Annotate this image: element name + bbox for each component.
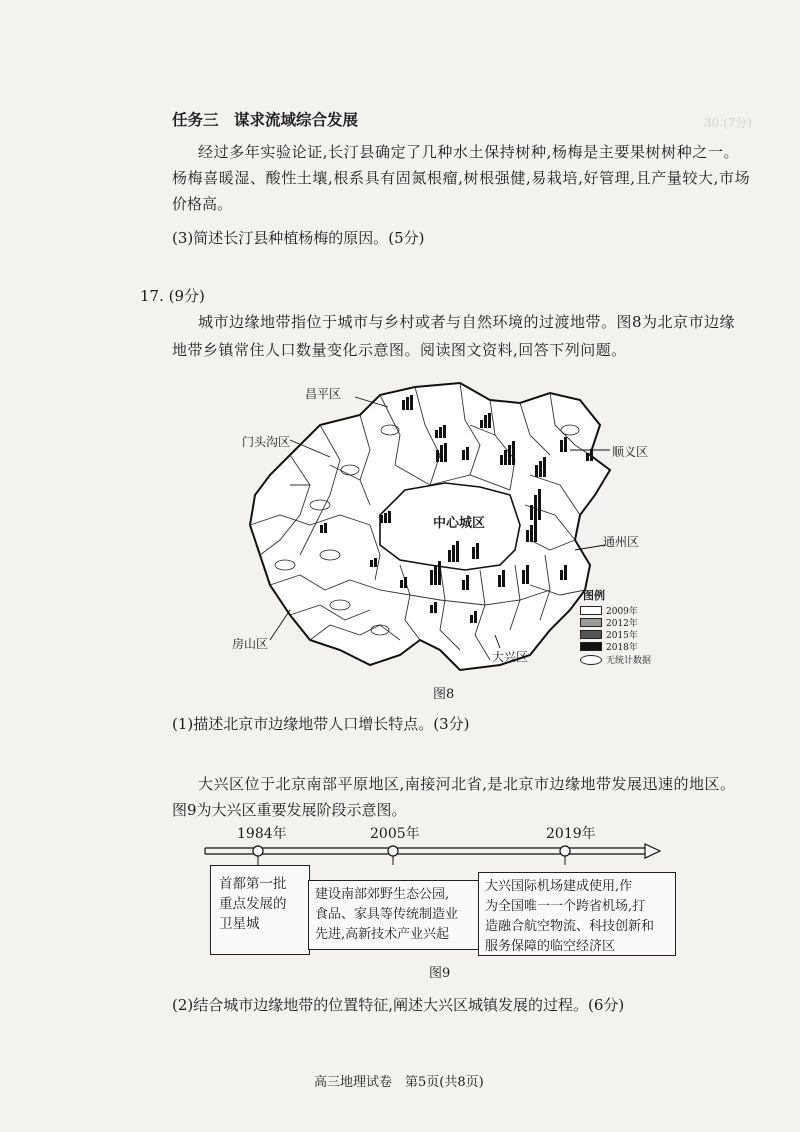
legend-item-no-data: 无统计数据 (580, 653, 651, 666)
task3-title: 任务三 谋求流域综合发展 (172, 111, 359, 129)
timeline-box-1984: 首都第一批 重点发展的 卫星城 (210, 865, 310, 955)
label-mentougou: 门头沟区 (242, 435, 291, 449)
timeline-year-2019: 2019年 (546, 826, 596, 842)
question-17-1: (1)描述北京市边缘地带人口增长特点。(3分) (172, 715, 470, 733)
label-daxing: 大兴区 (492, 650, 529, 664)
task3-para-line2: 杨梅喜暖湿、酸性土壤,根系具有固氮根瘤,树根强健,易栽培,好管理,且产量较大,市场 (172, 169, 751, 187)
daxing-intro-line1: 大兴区位于北京南部平原地区,南接河北省,是北京市边缘地带发展迅速的地区。 (198, 775, 736, 793)
legend-item-2018: 2018年 (580, 640, 638, 653)
bleed-through-mark: 30.(7分) (704, 116, 753, 130)
task3-para-line1: 经过多年实验论证,长汀县确定了几种水土保持树种,杨梅是主要果树树种之一。 (198, 143, 740, 161)
daxing-intro-line2: 图9为大兴区重要发展阶段示意图。 (172, 801, 407, 819)
timeline-node-2019 (560, 846, 570, 856)
label-tongzhou: 通州区 (603, 535, 640, 549)
timeline-node-1984 (253, 846, 263, 856)
legend-swatch-2009 (580, 606, 602, 615)
legend-item-2015: 2015年 (580, 628, 638, 641)
timeline-box-2019: 大兴国际机场建成使用,作 为全国唯一一个跨省机场,打 造融合航空物流、科技创新和 服务保障的临空经济区 (478, 872, 676, 956)
figure-9-caption: 图9 (429, 966, 451, 981)
label-fangshan: 房山区 (232, 637, 269, 651)
task3-para-line3: 价格高。 (172, 195, 233, 213)
legend-swatch-no-data (580, 655, 602, 665)
label-changping: 昌平区 (305, 387, 342, 401)
timeline-year-1984: 1984年 (237, 826, 287, 842)
figure-8-caption: 图8 (433, 687, 455, 702)
legend-swatch-2015 (580, 630, 602, 639)
timeline-node-2005 (388, 846, 398, 856)
timeline-year-2005: 2005年 (370, 826, 420, 842)
legend-swatch-2018 (580, 642, 602, 651)
label-shunyi: 顺义区 (612, 445, 649, 459)
question-17-number: 17. (9分) (140, 287, 205, 305)
q17-intro-line1: 城市边缘地带指位于城市与乡村或者与自然环境的过渡地带。图8为北京市边缘 (198, 313, 736, 331)
legend-title: 图例 (583, 589, 605, 602)
label-central-city: 中心城区 (433, 516, 486, 531)
legend-item-2009: 2009年 (580, 604, 638, 617)
page-footer: 高三地理试卷 第5页(共8页) (314, 1075, 484, 1090)
question-17-2: (2)结合城市边缘地带的位置特征,阐述大兴区城镇发展的过程。(6分) (172, 996, 625, 1014)
timeline-box-2005: 建设南部郊野生态公园, 食品、家具等传统制造业 先进,高新技术产业兴起 (308, 880, 483, 950)
legend-swatch-2012 (580, 618, 602, 627)
q17-intro-line2: 地带乡镇常住人口数量变化示意图。阅读图文资料,回答下列问题。 (172, 341, 627, 359)
legend-item-2012: 2012年 (580, 616, 638, 629)
question-3: (3)简述长汀县种植杨梅的原因。(5分) (172, 229, 425, 247)
